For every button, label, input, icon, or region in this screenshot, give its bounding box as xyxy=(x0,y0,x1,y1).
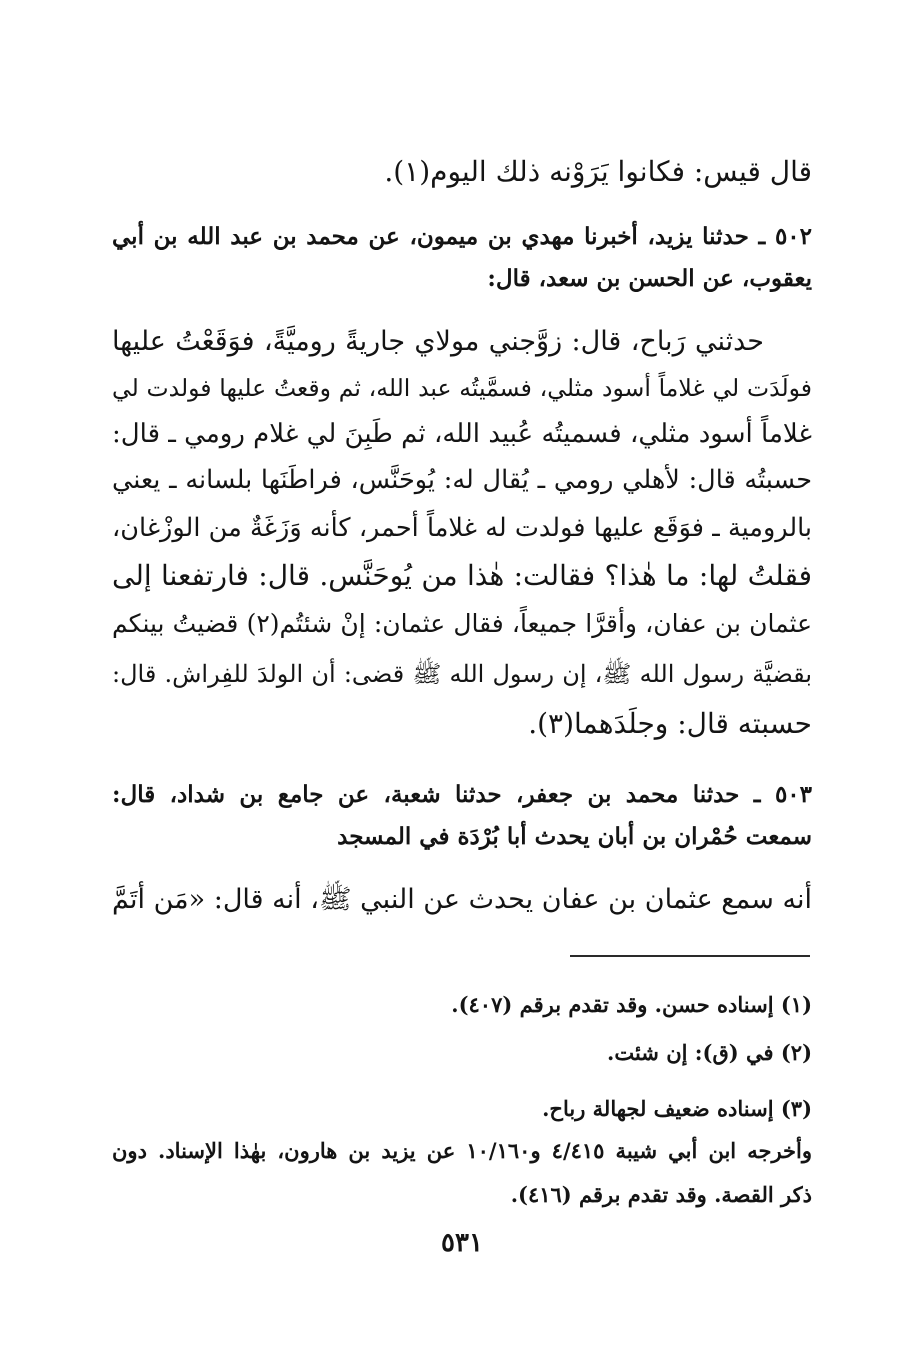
hadith-502-matn-line: حسبتُه قال: لأهلي رومي ـ يُقال له: يُوحَنَّس، فراطَنَها بلسانه ـ يعني xyxy=(112,465,812,495)
footnote-3: (٣) إسناده ضعيف لجهالة رباح. xyxy=(542,1096,812,1121)
hadith-502-isnad-line: يعقوب، عن الحسن بن سعد، قال: xyxy=(487,265,812,292)
hadith-502-matn-line: فقلتُ لها: ما هٰذا؟ فقالت: هٰذا من يُوحَنَّس. قال: فارتفعنا إلى xyxy=(112,559,812,592)
footnote-3-line: وأخرجه ابن أبي شيبة ٤/٤١٥ و١٠/١٦٠ عن يزيد بن هارون، بهٰذا الإسناد. دون xyxy=(112,1138,812,1163)
footnote-3-line: ذكر القصة. وقد تقدم برقم (٤١٦). xyxy=(510,1182,812,1207)
hadith-502-matn-line: حدثني رَباح، قال: زوَّجني مولاي جاريةً روميَّةً، فوَقَعْتُ عليها xyxy=(112,326,764,357)
hadith-502-matn-line: غلاماً أسود مثلي، فسميتُه عُبيد الله، ثم طَبِنَ لي غلام رومي ـ قال: xyxy=(112,419,812,449)
hadith-502-isnad-line: ٥٠٢ ـ حدثنا يزيد، أخبرنا مهدي بن ميمون، عن محمد بن عبد الله بن أبي xyxy=(112,223,812,250)
text-line: قال قيس: فكانوا يَرَوْنه ذلك اليوم(١). xyxy=(384,155,812,188)
hadith-502-matn-line: بقضيَّة رسول الله ﷺ، إن رسول الله ﷺ قضى: أن الولدَ للفِراش. قال: xyxy=(112,660,812,688)
footnote-1: (١) إسناده حسن. وقد تقدم برقم (٤٠٧). xyxy=(451,992,812,1017)
footnote-separator xyxy=(570,955,810,957)
footnote-2: (٢) في (ق): إن شئت. xyxy=(607,1040,812,1065)
hadith-503-matn-line: أنه سمع عثمان بن عفان يحدث عن النبي ﷺ، أنه قال: «مَن أتَمَّ xyxy=(112,884,812,915)
hadith-502-matn-line: حسبته قال: وجلَدَهما(٣). xyxy=(528,707,812,740)
page-number: ٥٣١ xyxy=(441,1228,483,1258)
hadith-503-isnad-line: ٥٠٣ ـ حدثنا محمد بن جعفر، حدثنا شعبة، عن جامع بن شداد، قال: xyxy=(112,781,812,808)
hadith-503-isnad-line: سمعت حُمْران بن أبان يحدث أبا بُرْدَة في المسجد xyxy=(337,823,812,850)
hadith-502-matn-line: عثمان بن عفان، وأقرَّا جميعاً، فقال عثمان: إنْ شئتُم(٢) قضيتُ بينكم xyxy=(112,609,812,638)
hadith-502-matn-line: فولَدَت لي غلاماً أسود مثلي، فسمَّيتُه عبد الله، ثم وقعتُ عليها فولدت لي xyxy=(112,374,812,402)
hadith-502-matn-line: بالرومية ـ فوَقَع عليها فولدت له غلاماً أحمر، كأنه وَزَغَةٌ من الوزْغان، xyxy=(112,513,812,543)
